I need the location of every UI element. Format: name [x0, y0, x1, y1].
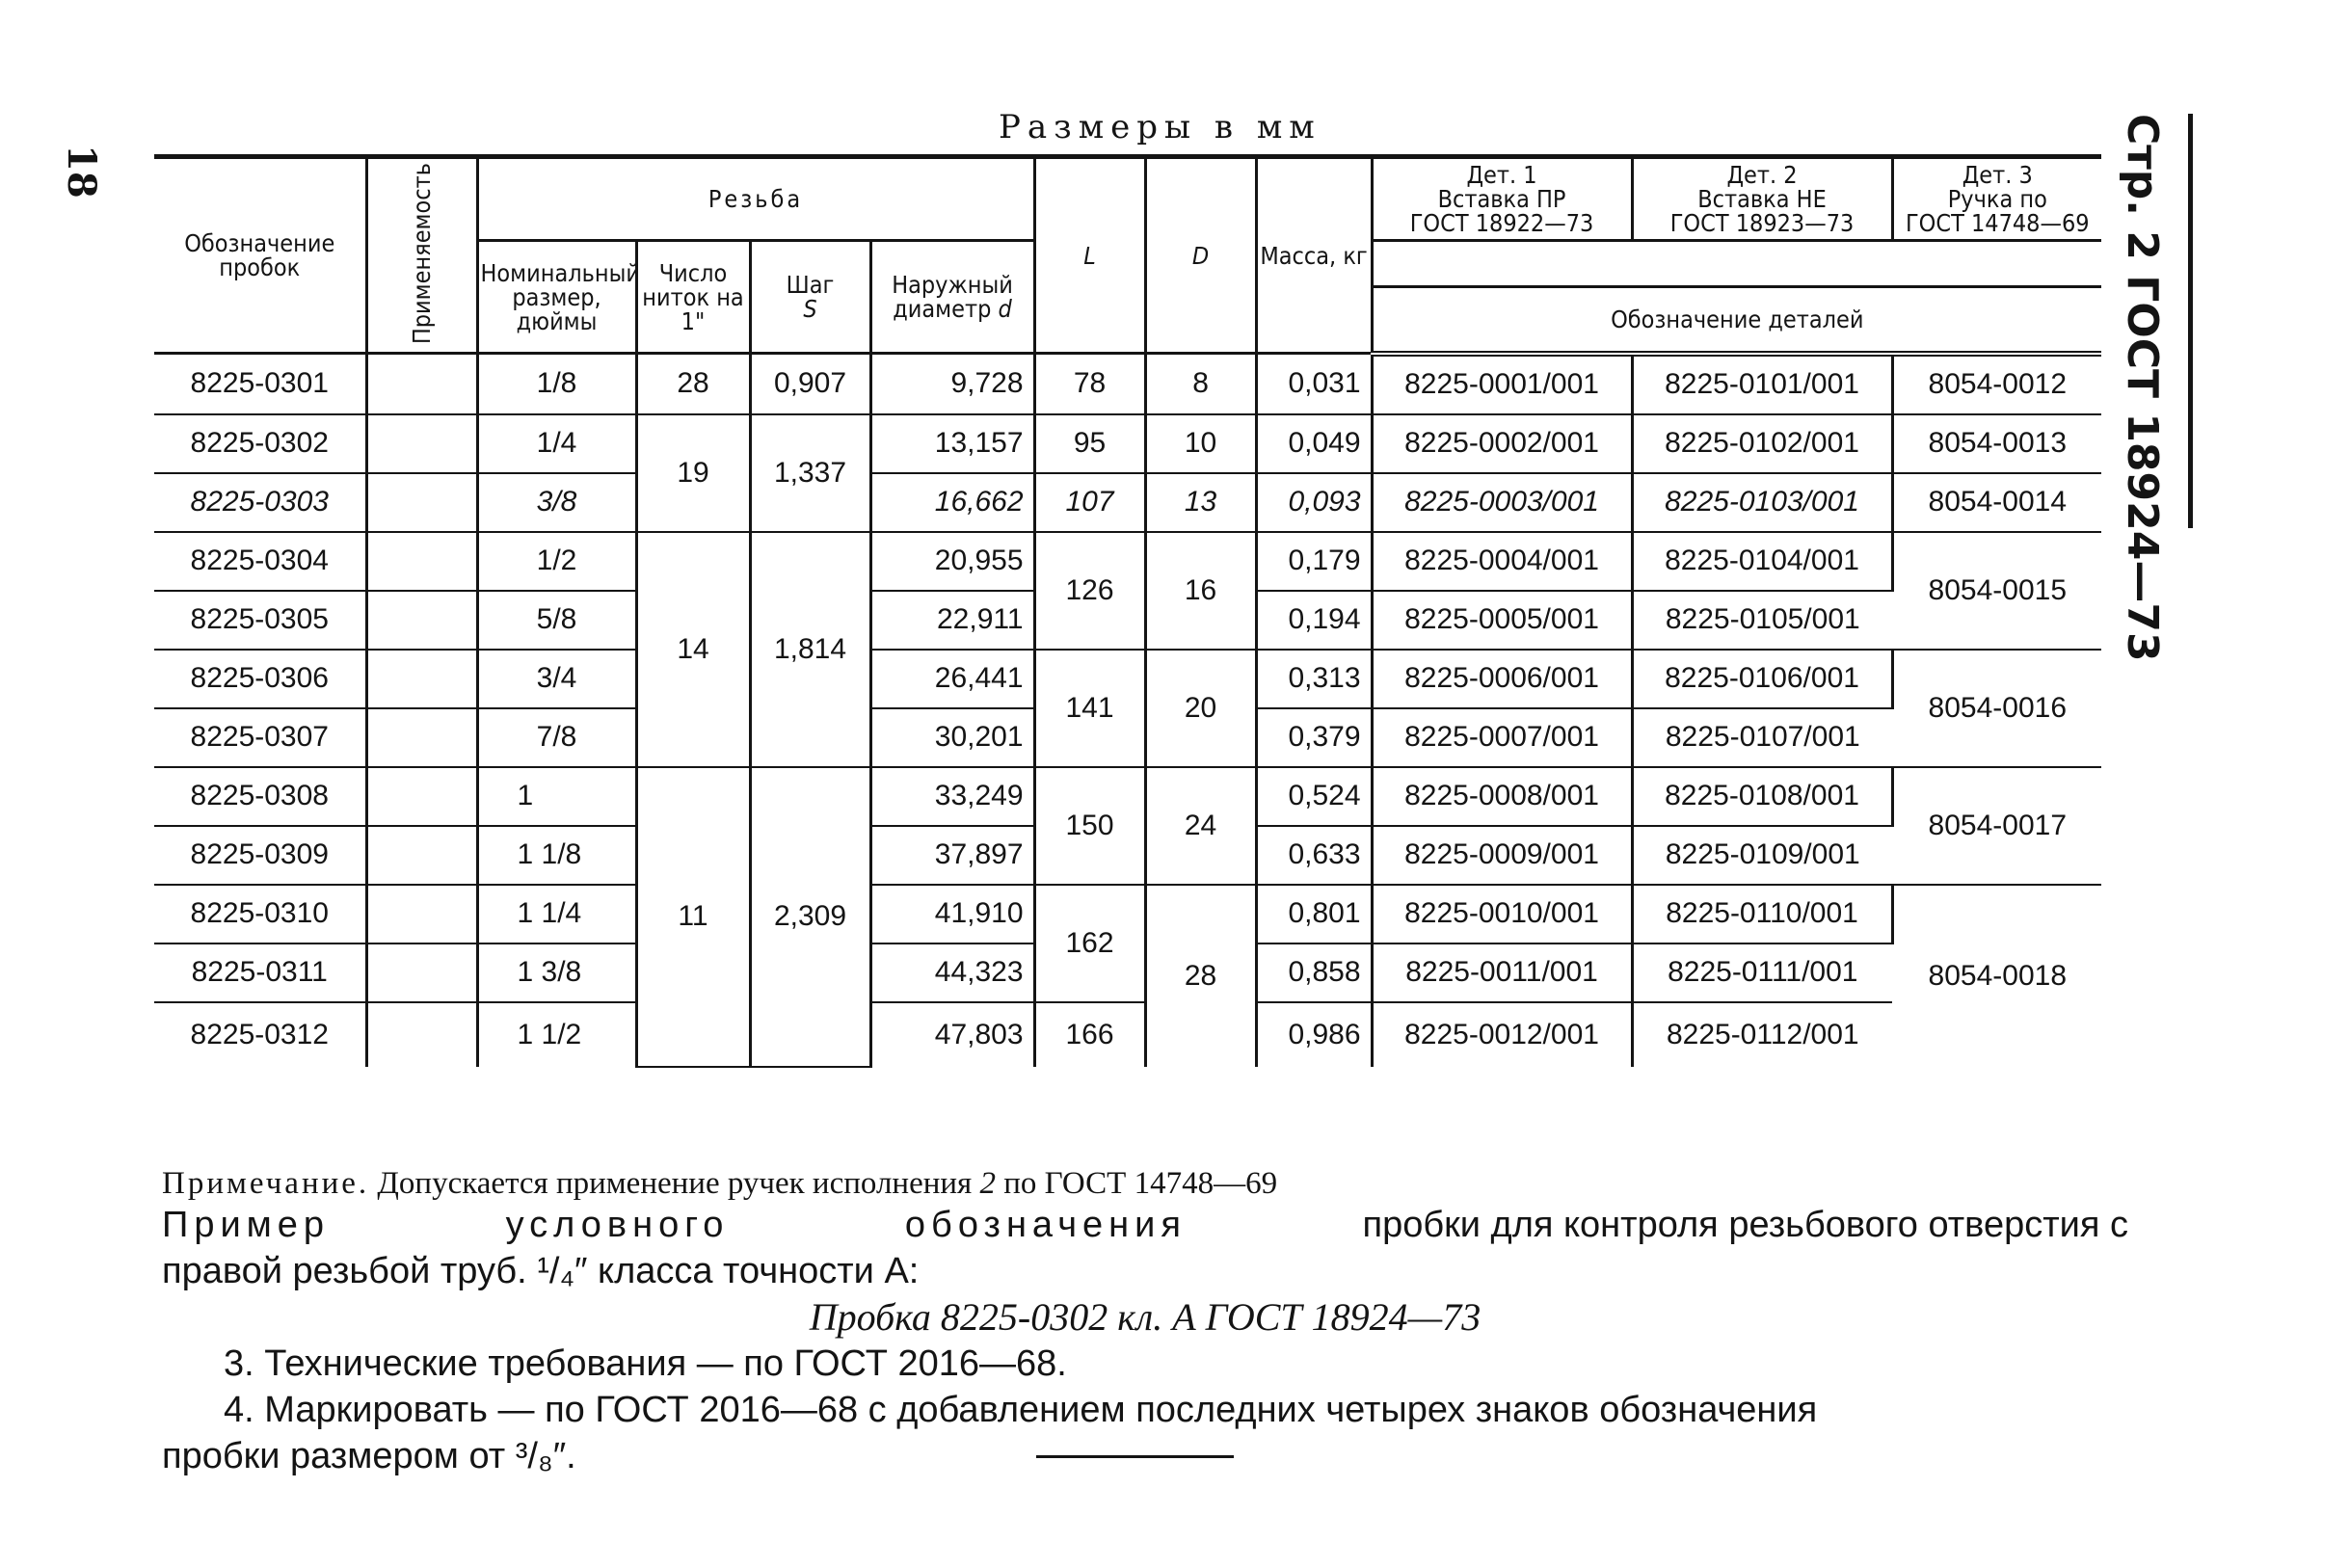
designation-cell: 8225-0301 — [154, 354, 366, 414]
applicability-cell — [366, 591, 477, 650]
notes-block — [162, 1166, 2128, 1479]
designation-cell: 8225-0312 — [154, 1002, 366, 1067]
det2-cell: 8225-0109/001 — [1632, 826, 1892, 885]
det1-cell: 8225-0003/001 — [1372, 473, 1632, 532]
item-3: 3. Технические требования — по ГОСТ 2016—68. — [224, 1343, 1067, 1384]
col-header-det1: Дет. 1 Вставка ПР ГОСТ 18922—73 — [1372, 157, 1632, 241]
designation-cell: 8225-0311 — [154, 943, 366, 1002]
table-note — [162, 1166, 2128, 1202]
table-row — [154, 414, 2101, 473]
det1-cell: 8225-0005/001 — [1372, 591, 1632, 650]
threads-cell: 28 — [636, 354, 750, 414]
col-header-det-spacer — [1372, 241, 2101, 287]
outer-diameter-cell: 30,201 — [870, 708, 1034, 767]
det3-cell: 8054-0018 — [1928, 959, 2068, 992]
designation-cell: 8225-0306 — [154, 650, 366, 708]
col-header-mass: Масса, кг — [1256, 157, 1372, 354]
nominal-size-cell: 1/2 — [477, 532, 636, 591]
col-header-applicability: Применяемость — [366, 157, 477, 354]
spec-table — [154, 154, 2101, 1068]
applicability-cell — [366, 767, 477, 826]
threads-cell: 19 — [636, 414, 750, 532]
designation-cell: 8225-0308 — [154, 767, 366, 826]
note-label: Примечание. — [162, 1166, 370, 1201]
designation-cell: 8225-0302 — [154, 414, 366, 473]
applicability-cell — [366, 1002, 477, 1067]
designation-cell: 8225-0310 — [154, 885, 366, 943]
outer-diameter-cell: 44,323 — [870, 943, 1034, 1002]
applicability-cell — [366, 354, 477, 414]
table-row — [154, 532, 2101, 591]
pitch-cell: 2,309 — [750, 767, 870, 1067]
pitch-cell: 1,814 — [750, 532, 870, 767]
item-4-line-2: пробки размером от ³/₈″. — [162, 1436, 576, 1476]
det2-cell: 8225-0107/001 — [1632, 708, 1892, 767]
applicability-cell — [366, 826, 477, 885]
mass-cell: 0,858 — [1256, 943, 1372, 1002]
D-cell: 24 — [1145, 767, 1256, 885]
det3-cell: 8054-0014 — [1892, 473, 2101, 532]
mass-cell: 0,049 — [1256, 414, 1372, 473]
det2-cell: 8225-0104/001 — [1632, 532, 1892, 591]
outer-diameter-cell: 20,955 — [870, 532, 1034, 591]
applicability-cell — [366, 650, 477, 708]
col-header-D: D — [1145, 157, 1256, 354]
col-header-thread-group: Резьба — [477, 157, 1034, 241]
D-cell: 28 — [1145, 885, 1256, 1067]
mass-cell: 0,179 — [1256, 532, 1372, 591]
designation-cell: 8225-0307 — [154, 708, 366, 767]
det1-cell: 8225-0004/001 — [1372, 532, 1632, 591]
note-text: Допускается применение ручек исполнения — [377, 1166, 973, 1201]
nominal-size-cell: 1 — [477, 767, 636, 826]
mass-cell: 0,194 — [1256, 591, 1372, 650]
mass-cell: 0,633 — [1256, 826, 1372, 885]
col-header-nominal-size: Номинальный размер, дюймы — [477, 241, 636, 354]
threads-cell: 14 — [636, 532, 750, 767]
table-row — [154, 885, 2101, 943]
det2-cell: 8225-0106/001 — [1632, 650, 1892, 708]
col-header-outer-diameter: Наружный диаметр d — [870, 241, 1034, 354]
running-header: Стр. 2 ГОСТ 18924—73 — [2118, 114, 2167, 662]
det2-cell: 8225-0102/001 — [1632, 414, 1892, 473]
L-cell: 95 — [1034, 414, 1145, 473]
outer-diameter-cell: 41,910 — [870, 885, 1034, 943]
D-cell: 8 — [1145, 354, 1256, 414]
det2-cell: 8225-0105/001 — [1632, 591, 1892, 650]
nominal-size-cell: 3/4 — [477, 650, 636, 708]
table-row — [154, 650, 2101, 708]
det3-cell: 8054-0015 — [1892, 532, 2101, 650]
designation-cell: 8225-0304 — [154, 532, 366, 591]
col-header-threads-per-inch: Число ниток на 1" — [636, 241, 750, 354]
det2-cell: 8225-0108/001 — [1632, 767, 1892, 826]
designation-cell: 8225-0305 — [154, 591, 366, 650]
mass-cell: 0,801 — [1256, 885, 1372, 943]
nominal-size-cell: 1/4 — [477, 414, 636, 473]
outer-diameter-cell: 37,897 — [870, 826, 1034, 885]
det1-cell: 8225-0002/001 — [1372, 414, 1632, 473]
D-cell: 20 — [1145, 650, 1256, 767]
applicability-cell — [366, 473, 477, 532]
outer-diameter-cell: 16,662 — [870, 473, 1034, 532]
example-word-3: обозначения — [904, 1205, 1187, 1245]
det2-cell: 8225-0101/001 — [1632, 354, 1892, 414]
col-header-parts-designation: Обозначение деталей — [1372, 287, 2101, 354]
units-caption: Размеры в мм — [999, 108, 1321, 146]
det1-cell: 8225-0012/001 — [1372, 1002, 1632, 1067]
mass-cell: 0,093 — [1256, 473, 1372, 532]
det1-cell: 8225-0009/001 — [1372, 826, 1632, 885]
det2-cell: 8225-0110/001 — [1632, 885, 1892, 943]
det2-cell: 8225-0112/001 — [1666, 1018, 1859, 1050]
L-cell: 166 — [1034, 1002, 1145, 1067]
det2-cell: 8225-0111/001 — [1632, 943, 1892, 1002]
col-header-designation: Обозначение пробок — [154, 157, 366, 354]
nominal-size-cell: 7/8 — [477, 708, 636, 767]
mass-cell: 0,313 — [1256, 650, 1372, 708]
threads-cell: 11 — [636, 767, 750, 1067]
example-designation: Пробка 8225-0302 кл. А ГОСТ 18924—73 — [809, 1295, 1481, 1339]
mass-cell: 0,524 — [1256, 767, 1372, 826]
det1-cell: 8225-0007/001 — [1372, 708, 1632, 767]
D-cell: 13 — [1145, 473, 1256, 532]
col-header-det2: Дет. 2 Вставка НЕ ГОСТ 18923—73 — [1632, 157, 1892, 241]
det3-cell: 8054-0013 — [1892, 414, 2101, 473]
table-row — [154, 354, 2101, 414]
example-line-2: правой резьбой труб. ¹/₄″ класса точности А: — [162, 1251, 920, 1291]
nominal-size-cell: 1 1/4 — [477, 885, 636, 943]
outer-diameter-cell: 9,728 — [870, 354, 1034, 414]
nominal-size-cell: 1 1/2 — [477, 1002, 636, 1067]
nominal-size-cell: 1/8 — [477, 354, 636, 414]
table-row — [154, 1002, 2101, 1067]
table-row — [154, 473, 2101, 532]
outer-diameter-cell: 13,157 — [870, 414, 1034, 473]
pitch-cell: 0,907 — [750, 354, 870, 414]
D-cell: 16 — [1145, 532, 1256, 650]
item-4-line-1: 4. Маркировать — по ГОСТ 2016—68 с добавлением последних четырех знаков обозначения — [224, 1390, 1818, 1430]
outer-diameter-cell: 47,803 — [870, 1002, 1034, 1067]
applicability-cell — [366, 532, 477, 591]
L-cell: 107 — [1034, 473, 1145, 532]
col-header-pitch: Шаг S — [750, 241, 870, 354]
applicability-cell — [366, 708, 477, 767]
example-word-1: Пример — [162, 1205, 331, 1245]
side-rule — [2188, 114, 2193, 528]
mass-cell: 0,379 — [1256, 708, 1372, 767]
L-cell: 78 — [1034, 354, 1145, 414]
table-row — [154, 767, 2101, 826]
det1-cell: 8225-0006/001 — [1372, 650, 1632, 708]
L-cell: 126 — [1034, 532, 1145, 650]
designation-cell: 8225-0309 — [154, 826, 366, 885]
example-intro — [162, 1202, 2128, 1248]
applicability-cell — [366, 943, 477, 1002]
pitch-cell: 1,337 — [750, 414, 870, 532]
det1-cell: 8225-0011/001 — [1372, 943, 1632, 1002]
det3-cell: 8054-0016 — [1892, 650, 2101, 767]
example-word-2: условного — [505, 1205, 730, 1245]
L-cell: 150 — [1034, 767, 1145, 885]
col-header-det3: Дет. 3 Ручка по ГОСТ 14748—69 — [1892, 157, 2101, 241]
det1-cell: 8225-0008/001 — [1372, 767, 1632, 826]
nominal-size-cell: 1 3/8 — [477, 943, 636, 1002]
page-number: 18 — [59, 145, 104, 199]
note-standard: по ГОСТ 14748—69 — [1003, 1166, 1278, 1201]
example-rest: пробки для контроля резьбового отверстия с — [1362, 1205, 2128, 1245]
mass-cell: 0,031 — [1256, 354, 1372, 414]
det1-cell: 8225-0010/001 — [1372, 885, 1632, 943]
nominal-size-cell: 3/8 — [477, 473, 636, 532]
outer-diameter-cell: 26,441 — [870, 650, 1034, 708]
designation-cell: 8225-0303 — [154, 473, 366, 532]
note-variant: 2 — [979, 1166, 996, 1201]
applicability-cell — [366, 885, 477, 943]
col-header-L: L — [1034, 157, 1145, 354]
L-cell: 162 — [1034, 885, 1145, 1002]
applicability-cell — [366, 414, 477, 473]
L-cell: 141 — [1034, 650, 1145, 767]
outer-diameter-cell: 33,249 — [870, 767, 1034, 826]
det2-cell: 8225-0103/001 — [1632, 473, 1892, 532]
nominal-size-cell: 5/8 — [477, 591, 636, 650]
outer-diameter-cell: 22,911 — [870, 591, 1034, 650]
det3-cell: 8054-0012 — [1892, 354, 2101, 414]
D-cell: 10 — [1145, 414, 1256, 473]
mass-cell: 0,986 — [1256, 1002, 1372, 1067]
end-rule — [1036, 1455, 1234, 1458]
nominal-size-cell: 1 1/8 — [477, 826, 636, 885]
det1-cell: 8225-0001/001 — [1372, 354, 1632, 414]
det3-cell: 8054-0017 — [1892, 767, 2101, 885]
